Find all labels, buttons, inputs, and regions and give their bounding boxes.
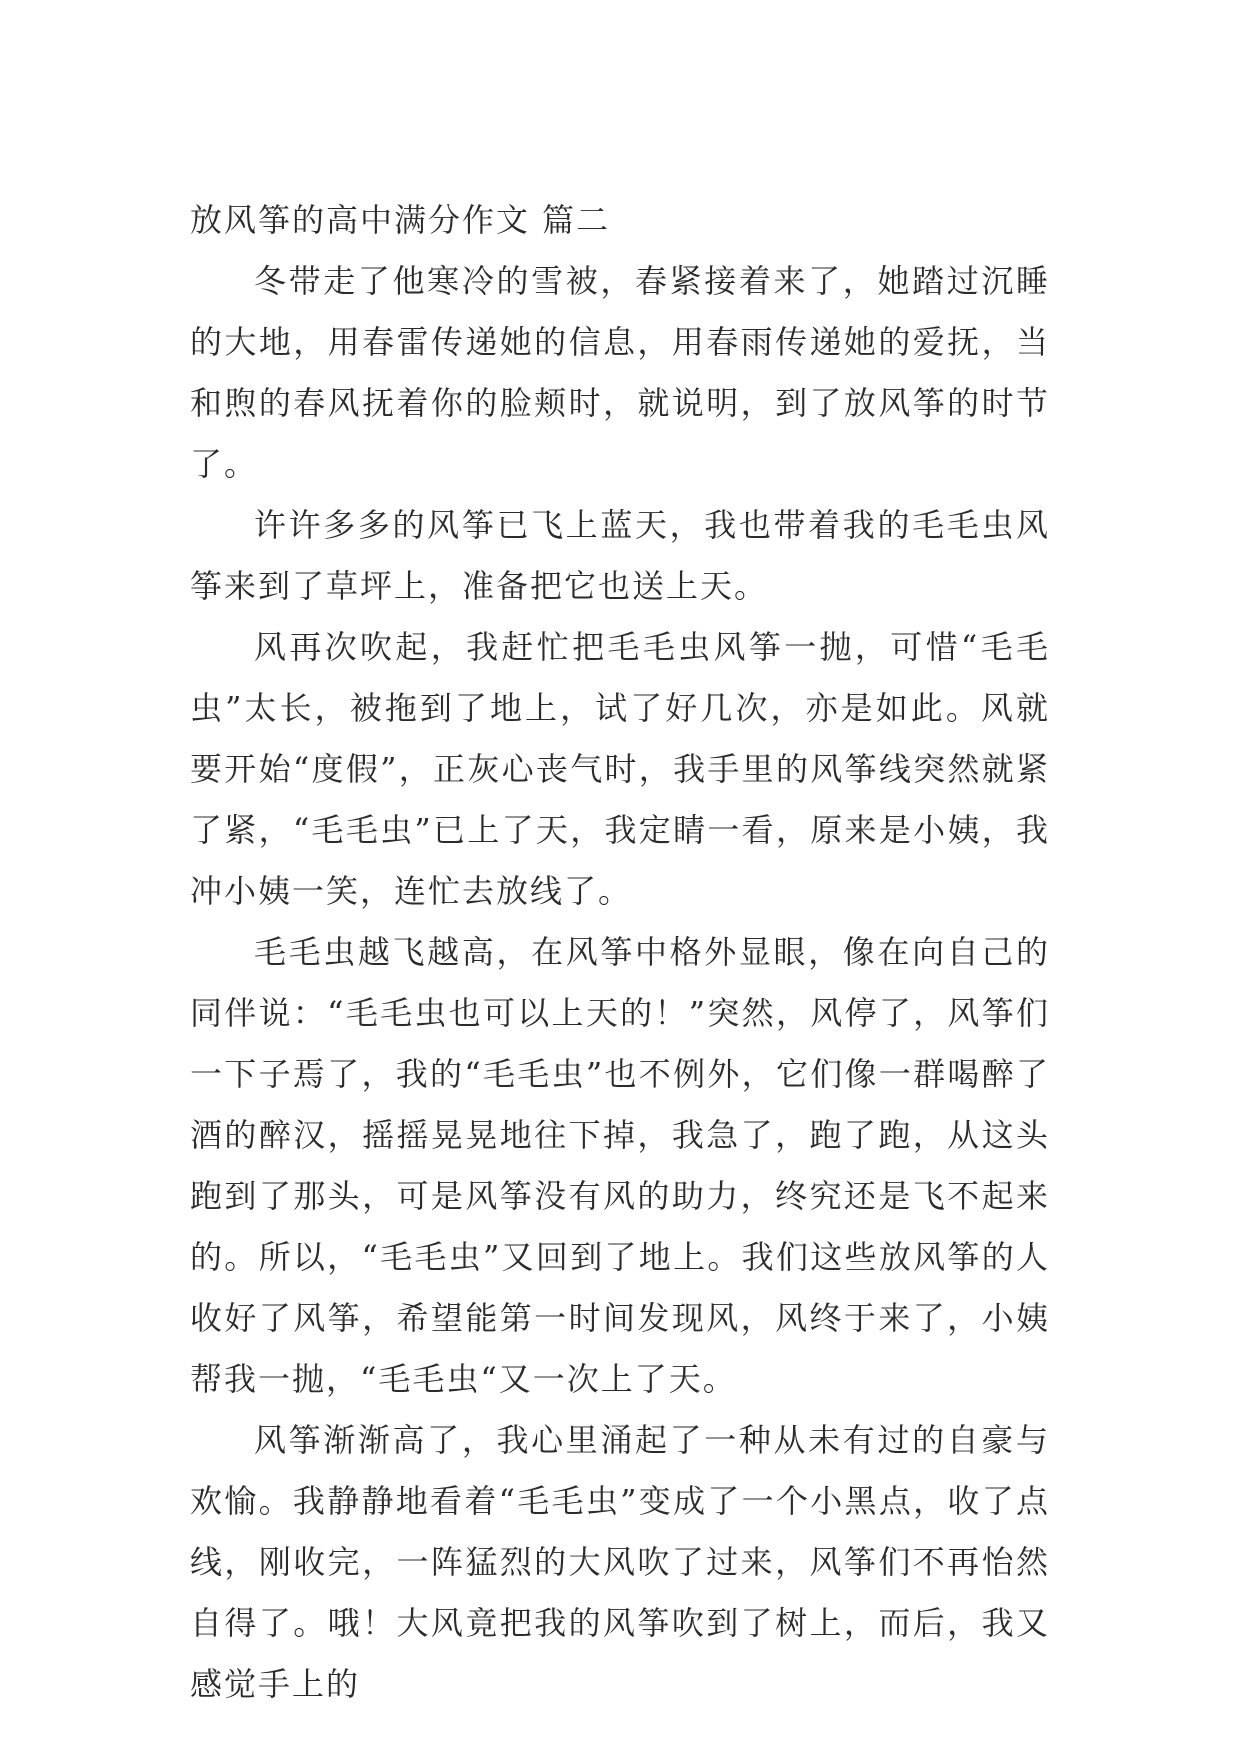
paragraph-1: 冬带走了他寒冷的雪被，春紧接着来了，她踏过沉睡的大地，用春雷传递她的信息，用春雨传递她的爱抚，当和煦的春风抚着你的脸颊时，就说明，到了放风筝的时节了。 xyxy=(190,262,1050,483)
paragraph-3: 风再次吹起，我赶忙把毛毛虫风筝一抛，可惜“毛毛虫”太长，被拖到了地上，试了好几次，亦是如此。风就要开始“度假”，正灰心丧气时，我手里的风筝线突然就紧了紧，“毛毛虫”已上了天，我定睛一看，原来是小姨，我冲小姨一笑，连忙去放线了。 xyxy=(190,628,1050,910)
paragraph-5: 风筝渐渐高了，我心里涌起了一种从未有过的自豪与欢愉。我静静地看着“毛毛虫”变成了一个小黑点，收了点线，刚收完，一阵猛烈的大风吹了过来，风筝们不再怡然自得了。哦！大风竟把我的风筝吹到了树上，而后，我又感觉手上的 xyxy=(190,1421,1050,1703)
document-title: 放风筝的高中满分作文 篇二 xyxy=(190,201,611,239)
document-page xyxy=(190,190,1050,1715)
paragraph-2: 许许多多的风筝已飞上蓝天，我也带着我的毛毛虫风筝来到了草坪上，准备把它也送上天。 xyxy=(190,506,1050,605)
paragraph-4: 毛毛虫越飞越高，在风筝中格外显眼，像在向自己的同伴说：“毛毛虫也可以上天的！”突然，风停了，风筝们一下子焉了，我的“毛毛虫”也不例外，它们像一群喝醉了酒的醉汉，摇摇晃晃地往下掉，我急了，跑了跑，从这头跑到了那头，可是风筝没有风的助力，终究还是飞不起来的。所以，“毛毛虫”又回到了地上。我们这些放风筝的人收好了风筝，希望能第一时间发现风，风终于来了，小姨帮我一抛，“毛毛虫“又一次上了天。 xyxy=(190,933,1050,1398)
